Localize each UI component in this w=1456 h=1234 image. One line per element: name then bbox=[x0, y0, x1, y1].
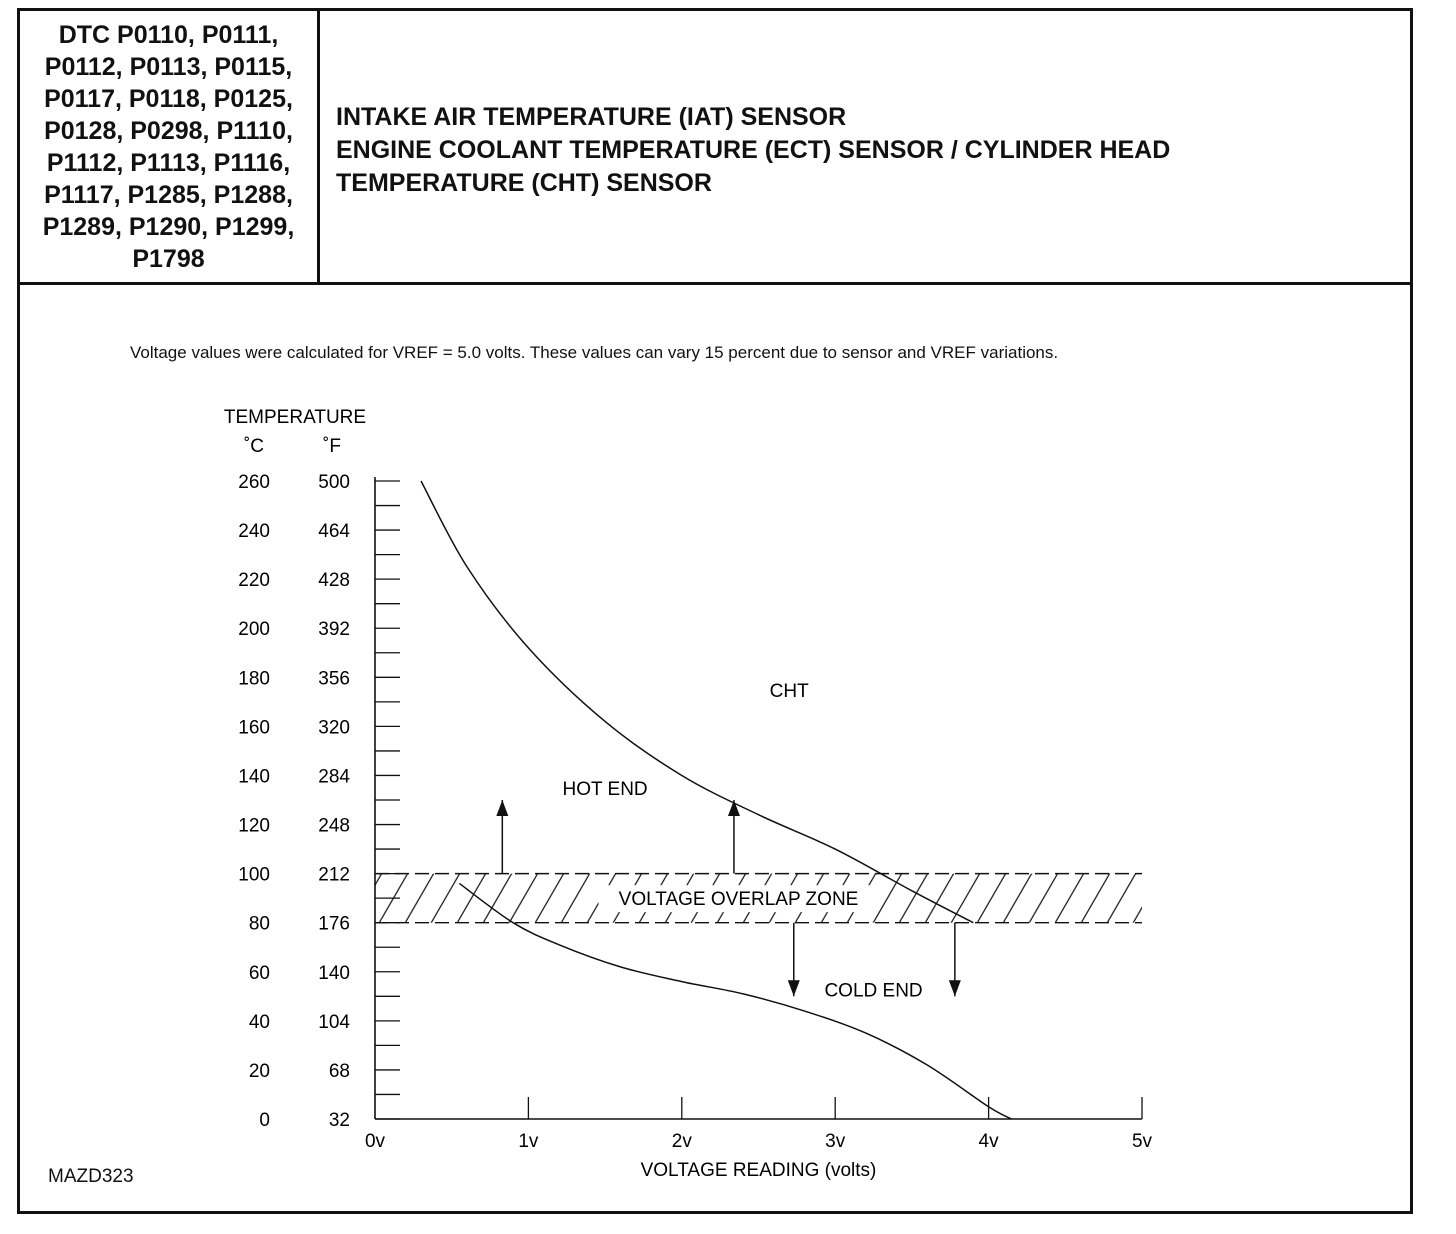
y-tick-label-f: 500 bbox=[318, 472, 350, 493]
x-tick-label: 4v bbox=[978, 1131, 999, 1152]
annotation-label: COLD END bbox=[824, 980, 923, 1002]
x-tick-label: 3v bbox=[825, 1131, 846, 1152]
dtc-line: P1798 bbox=[132, 244, 205, 273]
dtc-line: P1112, P1113, P1116, bbox=[46, 148, 291, 177]
x-tick-label: 0v bbox=[364, 1131, 386, 1152]
y-tick-label-c: 160 bbox=[238, 717, 270, 739]
dtc-line: P0112, P0113, P0115, bbox=[44, 52, 293, 81]
voltage-note: Voltage values were calculated for VREF = 5.0 volts. These values can vary 15 percent due to sensor and VREF variations. bbox=[130, 343, 1059, 362]
y-tick-label-f: 248 bbox=[318, 815, 350, 837]
arrow-head bbox=[496, 800, 508, 816]
y-tick-label-f: 392 bbox=[318, 619, 350, 641]
y-tick-label-f: 212 bbox=[318, 864, 350, 886]
fahrenheit-header: ˚F bbox=[323, 436, 341, 457]
title-line: TEMPERATURE (CHT) SENSOR bbox=[336, 169, 712, 197]
y-tick-label-c: 220 bbox=[238, 570, 270, 592]
arrow-head bbox=[728, 800, 740, 816]
y-tick-label-f: 356 bbox=[318, 668, 350, 690]
y-tick-label-f: 68 bbox=[328, 1060, 350, 1082]
y-tick-label-c: 240 bbox=[238, 521, 270, 543]
y-tick-label-c: 60 bbox=[248, 962, 270, 984]
y-tick-label-c: 80 bbox=[248, 913, 270, 935]
y-tick-label-f: 464 bbox=[318, 521, 350, 543]
y-tick-label-c: 140 bbox=[238, 766, 270, 788]
y-tick-label-c: 200 bbox=[238, 619, 270, 641]
x-tick-label: 1v bbox=[518, 1131, 539, 1152]
title-line: ENGINE COOLANT TEMPERATURE (ECT) SENSOR / CYLINDER HEAD bbox=[336, 136, 1171, 164]
arrow-head bbox=[949, 980, 961, 996]
celsius-header: ˚C bbox=[243, 436, 265, 457]
x-tick-label: 2v bbox=[671, 1131, 692, 1152]
y-tick-label-f: 320 bbox=[318, 717, 350, 739]
y-tick-label-f: 32 bbox=[328, 1110, 350, 1131]
dtc-line: P1289, P1290, P1299, bbox=[42, 212, 295, 241]
y-tick-label-c: 120 bbox=[238, 815, 270, 837]
y-tick-label-f: 104 bbox=[318, 1011, 350, 1033]
series-line-0 bbox=[421, 481, 973, 923]
y-tick-label-c: 260 bbox=[238, 472, 270, 493]
y-tick-label-c: 20 bbox=[248, 1060, 270, 1082]
dtc-line: DTC P0110, P0111, bbox=[58, 20, 279, 49]
y-tick-label-f: 284 bbox=[318, 766, 350, 788]
y-tick-label-f: 140 bbox=[318, 962, 350, 984]
overlap-zone-label: VOLTAGE OVERLAP ZONE bbox=[618, 889, 859, 911]
dtc-line: P0128, P0298, P1110, bbox=[44, 116, 293, 145]
arrow-head bbox=[788, 980, 800, 996]
y-tick-label-c: 180 bbox=[238, 668, 270, 690]
x-tick-label: 5v bbox=[1131, 1131, 1153, 1152]
x-axis-title: VOLTAGE READING (volts) bbox=[640, 1160, 877, 1181]
y-axis-title: TEMPERATURE bbox=[223, 407, 367, 428]
y-tick-label-c: 40 bbox=[248, 1011, 270, 1033]
annotation-label: HOT END bbox=[562, 779, 648, 801]
dtc-line: P1117, P1285, P1288, bbox=[44, 180, 293, 209]
title-line: INTAKE AIR TEMPERATURE (IAT) SENSOR bbox=[336, 103, 847, 131]
y-tick-label-f: 428 bbox=[318, 570, 350, 592]
y-tick-label-c: 0 bbox=[259, 1110, 270, 1131]
dtc-line: P0117, P0118, P0125, bbox=[44, 84, 293, 113]
annotation-label: CHT bbox=[769, 680, 809, 702]
figure-code: MAZD323 bbox=[48, 1166, 134, 1187]
y-tick-label-f: 176 bbox=[318, 913, 350, 935]
y-tick-label-c: 100 bbox=[238, 864, 270, 886]
